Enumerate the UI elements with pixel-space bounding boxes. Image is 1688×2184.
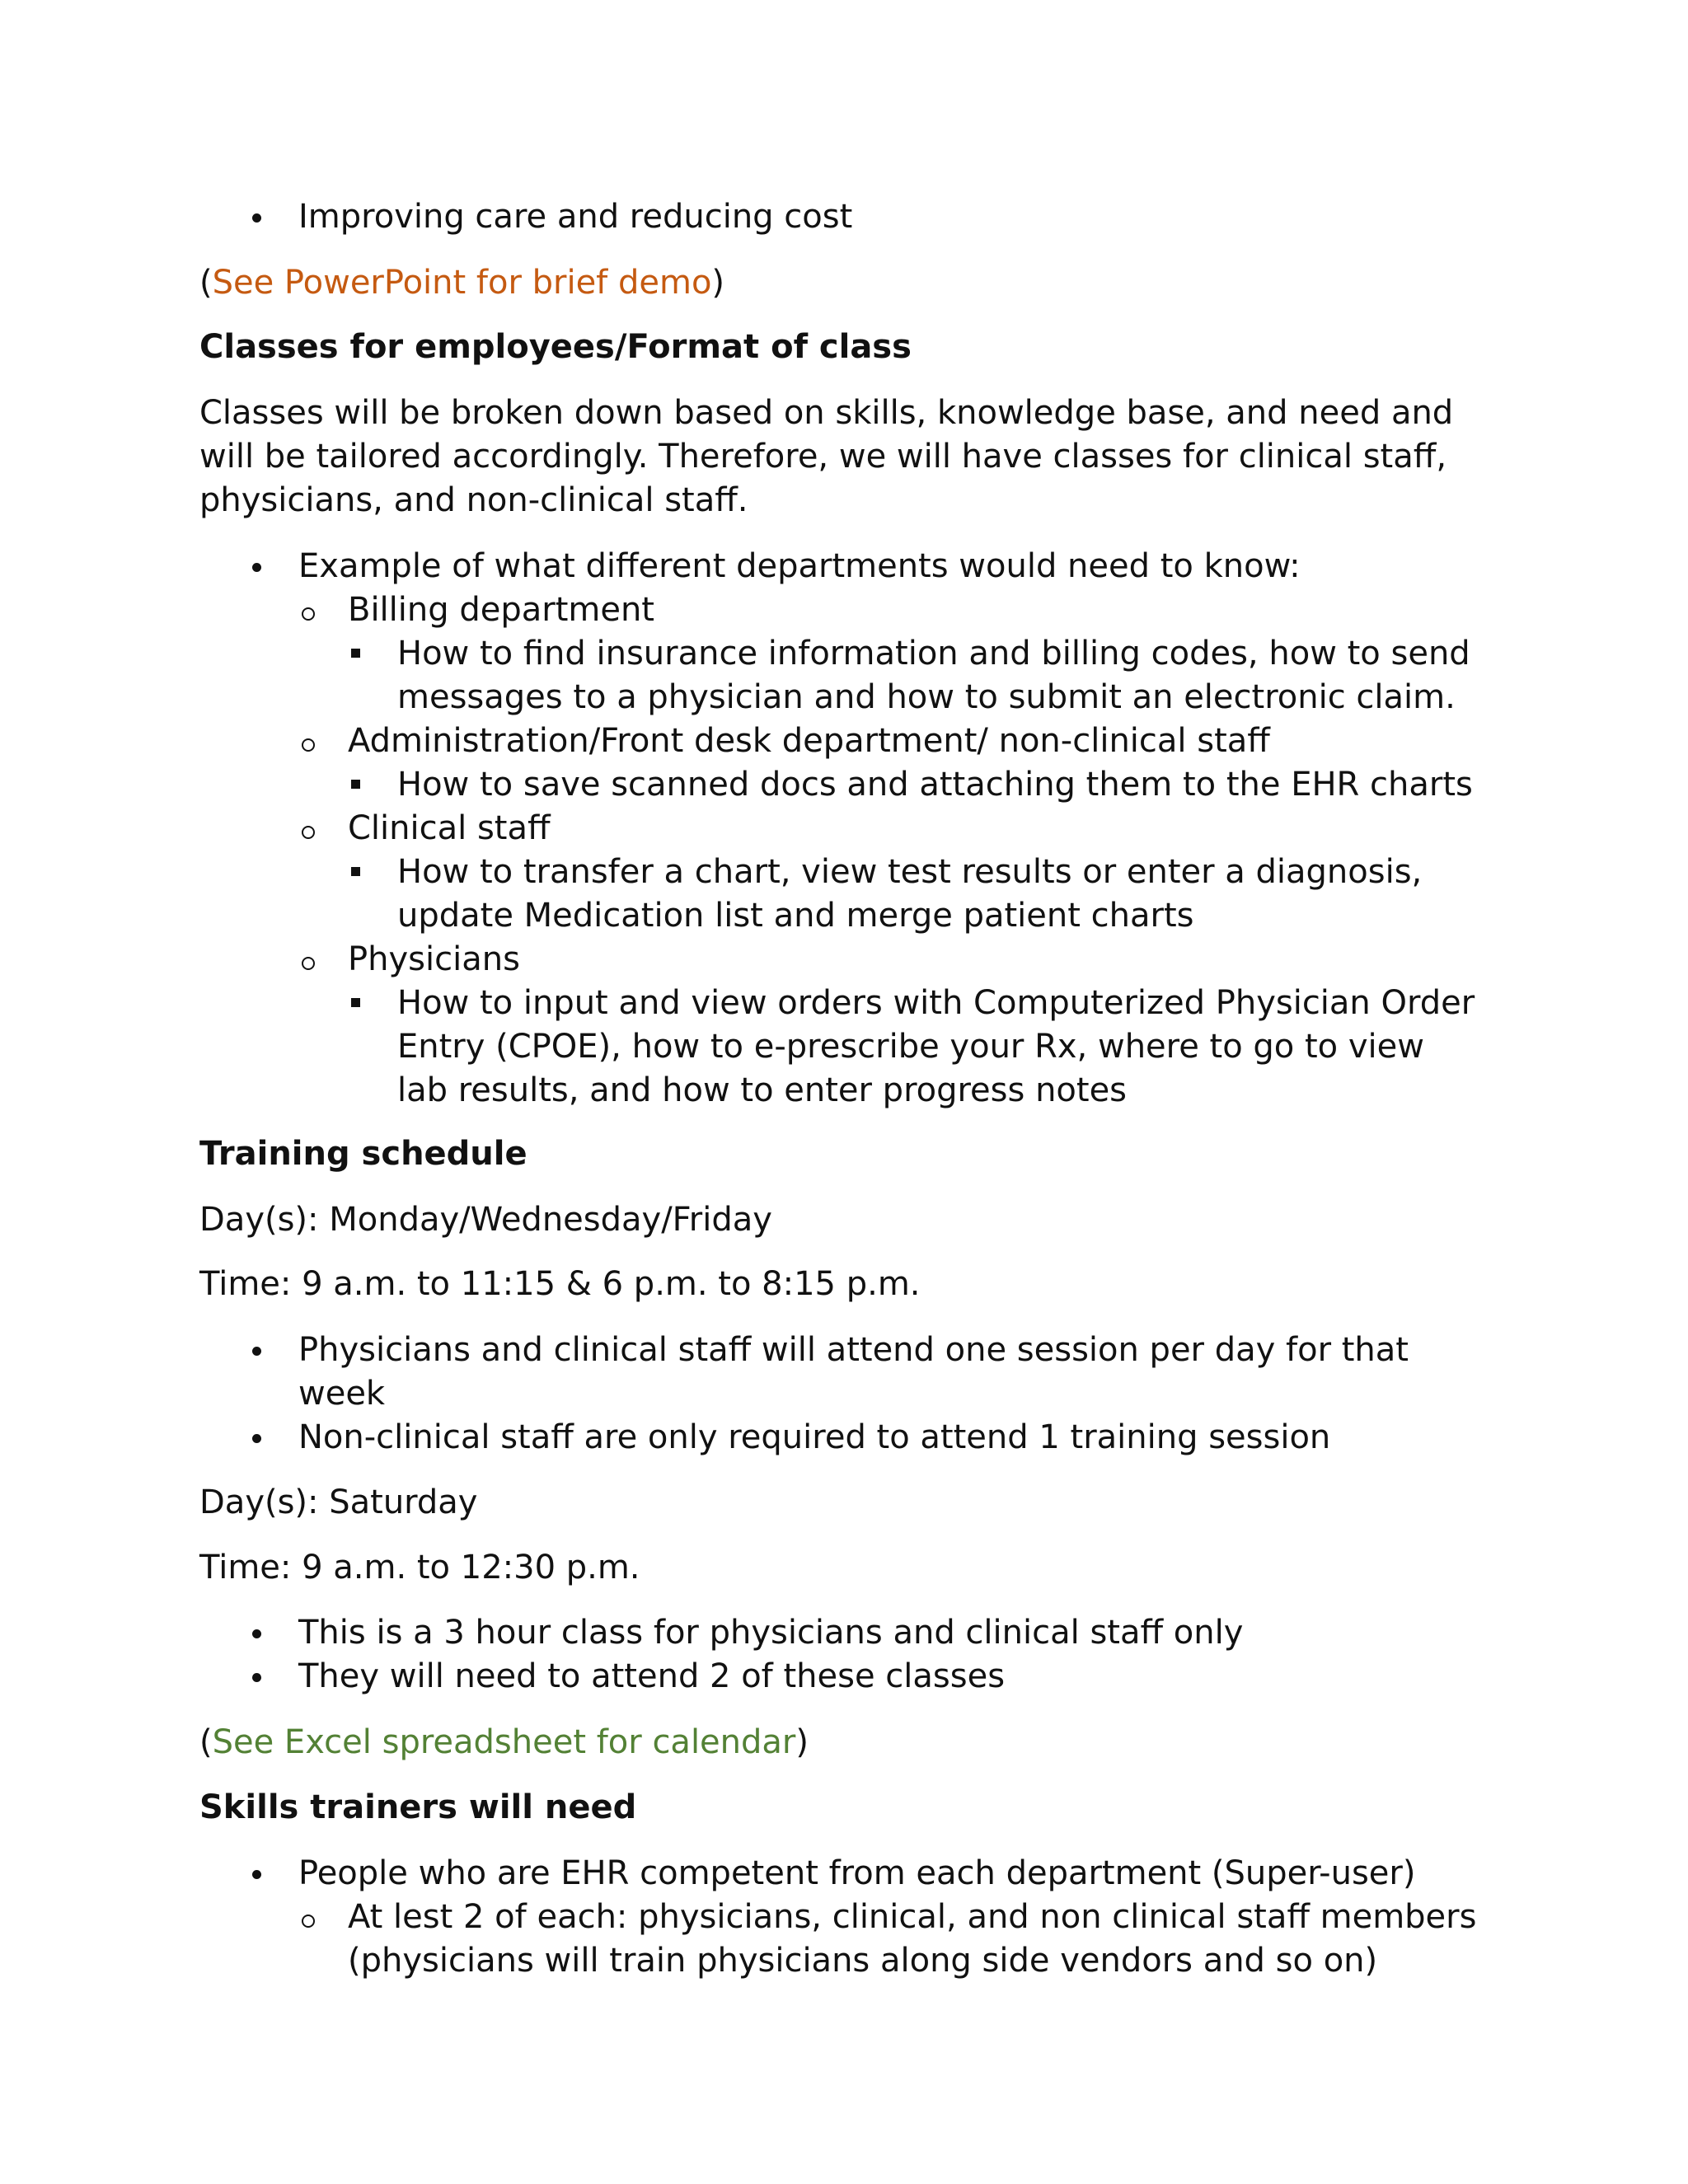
bullet-text: Example of what different departments would need to know: (298, 547, 1301, 585)
paren-open: ( (199, 1723, 213, 1761)
bullet-text: Non-clinical staff are only required to attend 1 training session (298, 1418, 1331, 1456)
paren-close: ) (711, 264, 725, 302)
detail-line: update Medication list and merge patient charts (397, 897, 1194, 935)
paren-close: ) (795, 1723, 809, 1761)
paragraph-line: Classes will be broken down based on skills, knowledge base, and need and (199, 394, 1454, 432)
section-heading-skills: Skills trainers will need (199, 1788, 637, 1826)
detail-line: How to find insurance information and billing codes, how to send (397, 635, 1470, 673)
bullet-text: Improving care and reducing cost (298, 198, 853, 236)
excel-link[interactable]: See Excel spreadsheet for calendar (212, 1723, 796, 1761)
paragraph-line: will be tailored accordingly. Therefore, we will have classes for clinical staff, (199, 438, 1447, 476)
bullet-text: People who are EHR competent from each department (Super-user) (298, 1854, 1416, 1892)
bullet-text: They will need to attend 2 of these classes (298, 1657, 1006, 1695)
department-admin: Administration/Front desk department/ non-clinical staff (348, 722, 1270, 760)
department-billing: Billing department (348, 591, 654, 629)
department-physicians: Physicians (348, 940, 520, 978)
sub-bullet-text: At lest 2 of each: physicians, clinical, and non clinical staff members (348, 1898, 1477, 1936)
schedule-time: Time: 9 a.m. to 12:30 p.m. (199, 1549, 640, 1586)
paragraph-line: physicians, and non-clinical staff. (199, 481, 748, 519)
department-clinical: Clinical staff (348, 809, 551, 847)
schedule-days: Day(s): Saturday (199, 1483, 478, 1521)
bullet-text: Physicians and clinical staff will attend one session per day for that (298, 1331, 1409, 1369)
schedule-days: Day(s): Monday/Wednesday/Friday (199, 1201, 772, 1239)
schedule-time: Time: 9 a.m. to 11:15 & 6 p.m. to 8:15 p.m. (199, 1265, 921, 1303)
bullet-text: This is a 3 hour class for physicians and clinical staff only (298, 1614, 1244, 1652)
detail-line: lab results, and how to enter progress notes (397, 1071, 1128, 1109)
sub-bullet-text-continued: (physicians will train physicians along side vendors and so on) (348, 1942, 1378, 1980)
section-heading-classes: Classes for employees/Format of class (199, 328, 912, 366)
detail-line: Entry (CPOE), how to e-prescribe your Rx, where to go to view (397, 1028, 1424, 1066)
paren-open: ( (199, 264, 213, 302)
excel-note (199, 1721, 809, 1765)
powerpoint-note (199, 261, 724, 305)
powerpoint-link[interactable]: See PowerPoint for brief demo (212, 264, 712, 302)
detail-line: How to input and view orders with Computerized Physician Order (397, 984, 1475, 1022)
detail-line: How to save scanned docs and attaching them to the EHR charts (397, 766, 1473, 804)
detail-line: How to transfer a chart, view test results or enter a diagnosis, (397, 853, 1423, 891)
section-heading-training: Training schedule (199, 1135, 528, 1173)
bullet-text-continued: week (298, 1375, 386, 1413)
detail-line: messages to a physician and how to submit an electronic claim. (397, 678, 1456, 716)
